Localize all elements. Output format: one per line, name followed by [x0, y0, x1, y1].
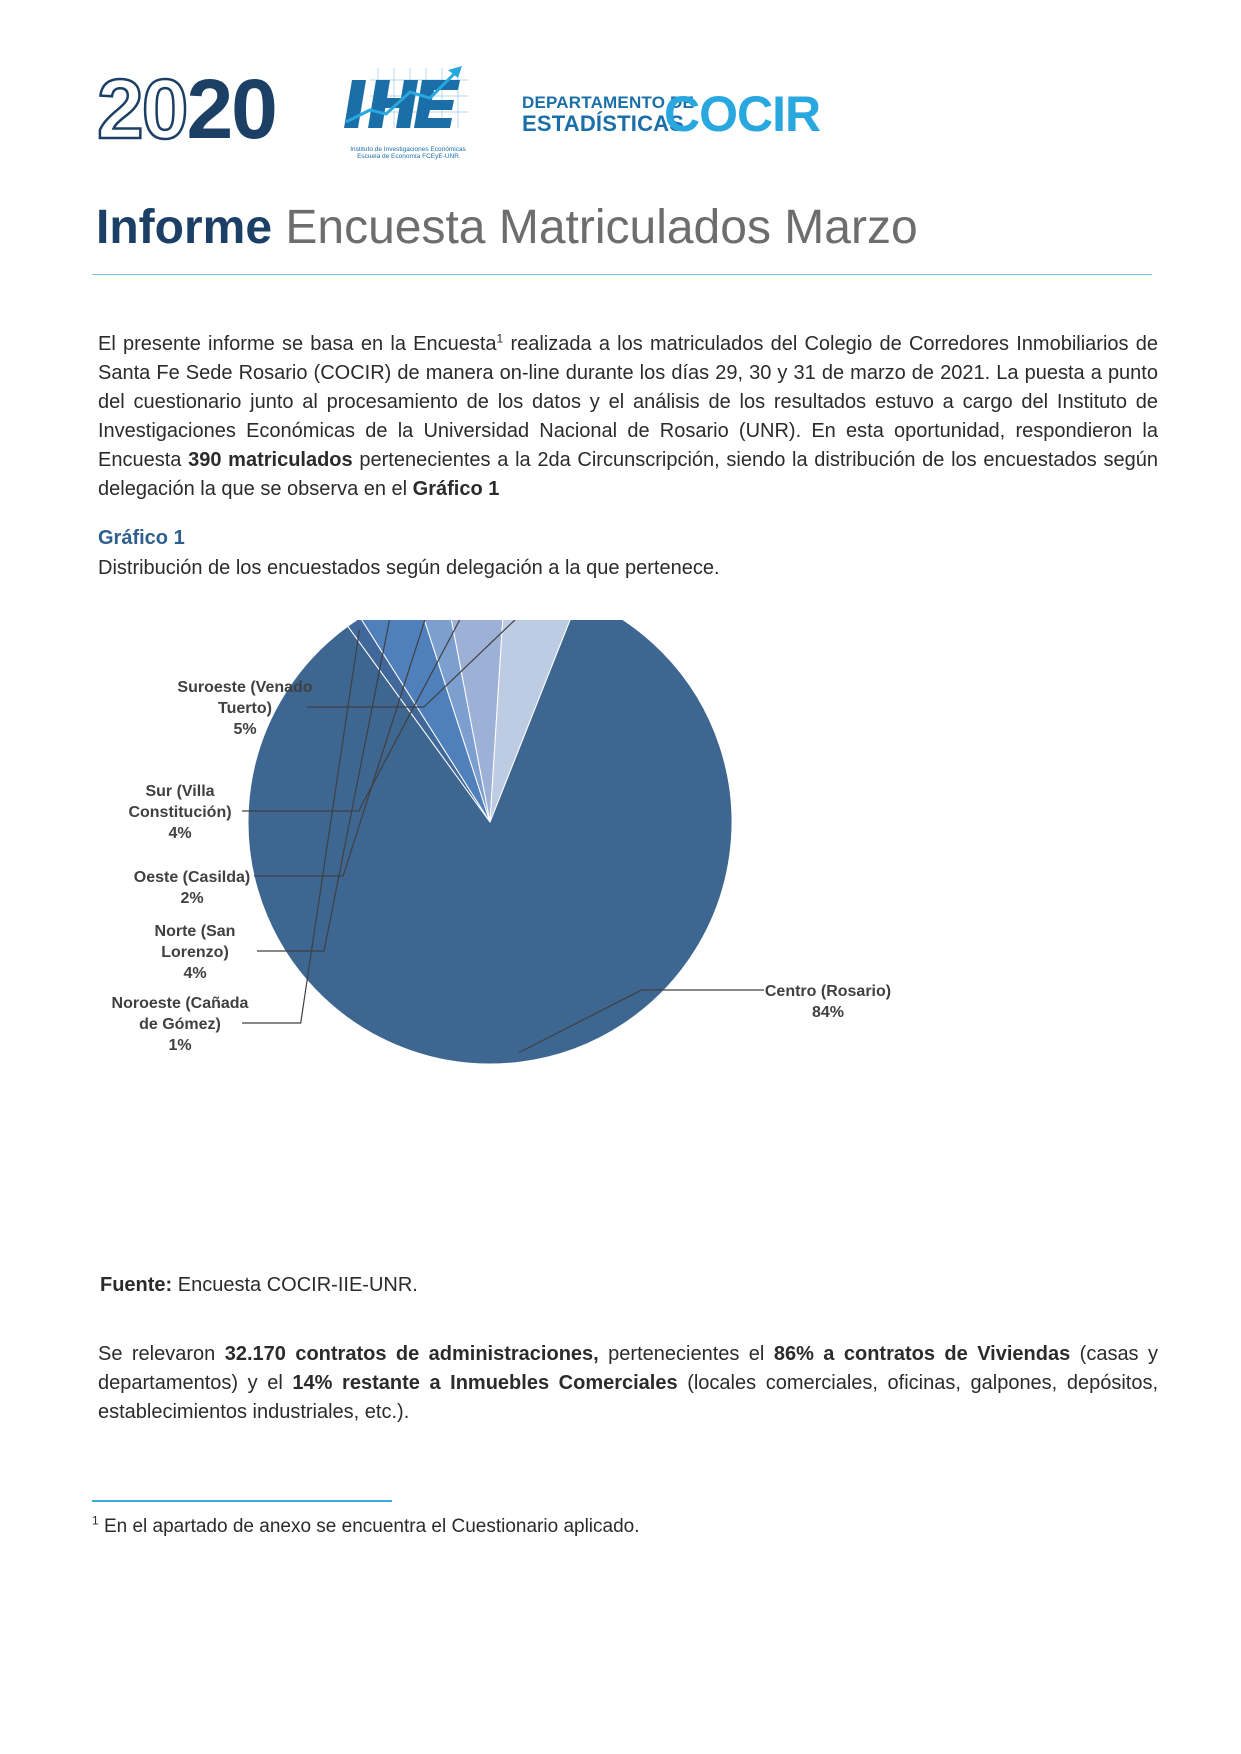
footnote-reference: 1	[496, 331, 504, 346]
footnote-text: En el apartado de anexo se encuentra el Cuestionario aplicado.	[98, 1516, 640, 1537]
contracts-text-4: (locales comerciales, oficinas, galpones, depósitos, establecimientos industriales, etc.).	[98, 1372, 1158, 1423]
cocir-logo-text: COCIR	[664, 86, 821, 142]
footnote	[92, 1514, 640, 1540]
iie-logo-mark	[338, 62, 478, 146]
pie-label-sur-villa-constitucion: Sur (Villa Constitución) 4%	[128, 783, 232, 842]
pie-chart	[80, 620, 1080, 1180]
contracts-text-3: (casas y departamentos) y el	[98, 1343, 1158, 1394]
iie-caption-line2: Escuela de Economía FCEyE-UNR	[357, 153, 459, 160]
year-logo	[97, 64, 276, 154]
figure-caption: Distribución de los encuestados según delegación a la que pertenece.	[98, 557, 720, 579]
iie-logo	[338, 62, 478, 158]
pie-chart-svg	[80, 620, 1080, 1180]
contracts-text-1: Se relevaron	[98, 1343, 225, 1365]
pie-label-oeste-casilda: Oeste (Casilda) 2%	[133, 869, 251, 907]
source-text: Encuesta COCIR-IIE-UNR.	[172, 1274, 418, 1296]
intro-bold-figure-ref: Gráfico 1	[412, 478, 500, 500]
pie-label-noroeste-canada-de-gomez: Noroeste (Cañada de Gómez) 1%	[111, 995, 249, 1054]
intro-text-1: El presente informe se basa en la Encuesta	[98, 333, 497, 355]
title-divider	[92, 274, 1152, 275]
year-solid-digits: 20	[186, 62, 276, 156]
contracts-text-2: pertenecientes el	[598, 1343, 774, 1365]
intro-paragraph	[98, 330, 1158, 504]
page-title	[96, 200, 918, 256]
footnote-number: 1	[92, 1513, 99, 1528]
intro-text-2: realizada a los matriculados del Colegio de Corredores Inmobiliarios de Santa Fe Sede Rosario (COCIR) de manera on-line durante los días 29, 30 y 31 de marzo de 2021. La puesta a punto del cuestionario junto al procesamiento de los datos y el análisis de los resultados estuvo a cargo del Instituto de Investigaciones Económicas de la Universidad Nacional de Rosario (UNR). En esta oportunidad, respondieron la Encuesta	[98, 333, 1158, 471]
iie-logo-caption	[338, 146, 478, 160]
contracts-bold-total: 32.170 contratos de administraciones,	[224, 1343, 599, 1365]
pie-label-norte-san-lorenzo: Norte (San Lorenzo) 4%	[154, 923, 236, 982]
title-bold: Informe	[96, 201, 273, 254]
intro-bold-respondents: 390 matriculados	[188, 449, 353, 471]
source-label: Fuente:	[100, 1274, 173, 1296]
department-line1: DEPARTAMENTO DE	[522, 93, 695, 112]
contracts-paragraph	[98, 1340, 1158, 1427]
department-line2: ESTADÍSTICAS	[522, 111, 685, 136]
figure-label: Gráfico 1	[98, 527, 185, 549]
contracts-bold-commercial: 14% restante a Inmuebles Comerciales	[292, 1372, 678, 1394]
pie-label-centro-rosario: Centro (Rosario) 84%	[764, 983, 892, 1021]
pie-label-suroeste-venado-tuerto: Suroeste (Venado Tuerto) 5%	[177, 679, 313, 738]
intro-text-3: pertenecientes a la 2da Circunscripción, siendo la distribución de los encuestados según delegación la que se observa en el	[98, 449, 1158, 500]
iie-caption-line1: Instituto de Investigaciones Económicas	[350, 146, 466, 153]
source-note	[100, 1271, 418, 1299]
title-light: Encuesta Matriculados Marzo	[285, 201, 918, 254]
year-outline-digits: 20	[97, 62, 187, 156]
contracts-bold-housing: 86% a contratos de Viviendas	[773, 1343, 1071, 1365]
footnote-divider	[92, 1500, 392, 1502]
